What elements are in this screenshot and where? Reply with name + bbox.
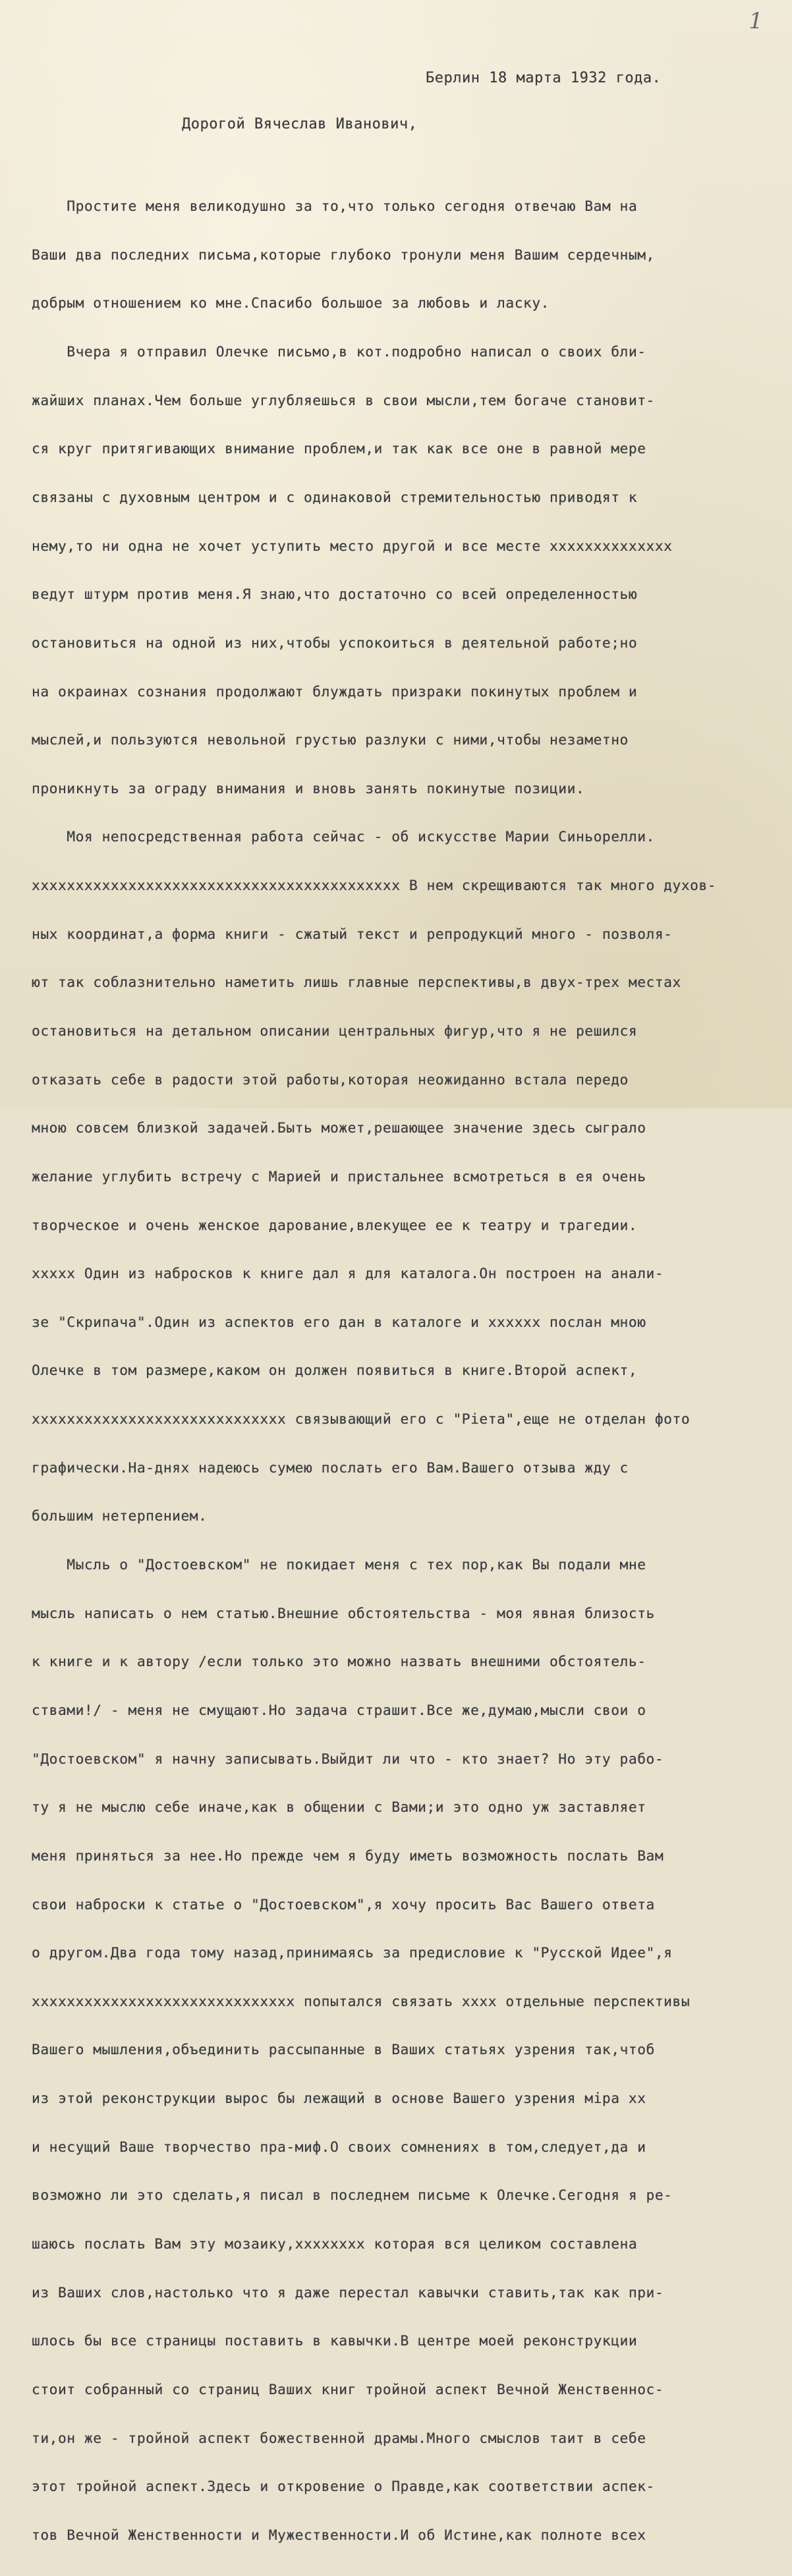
- body-line: xxxxx Один из набросков к книге дал я для каталога.Он построен на анали-: [32, 1266, 664, 1283]
- body-line: к книге и к автору /если только это можно назвать внешними обстоятель-: [32, 1654, 646, 1671]
- body-line: ствами!/ - меня не смущают.Но задача страшит.Все же,думаю,мысли свои о: [32, 1702, 646, 1719]
- body-line: желание углубить встречу с Марией и пристальнее всмотреться в ея очень: [32, 1168, 646, 1185]
- body-line: xxxxxxxxxxxxxxxxxxxxxxxxxxxxxxxxxxxxxxxxxx В нем скрещиваются так много духов-: [32, 878, 717, 895]
- body-line: этот тройной аспект.Здесь и откровение о Правде,как соответствии аспек-: [32, 2478, 655, 2496]
- body-line: ту я не мыслю себе иначе,как в общении с Вами;и это одно уж заставляет: [32, 1799, 646, 1816]
- body-line: Моя непосредственная работа сейчас - об искусстве Марии Синьорелли.: [32, 829, 655, 846]
- body-line: возможно ли это сделать,я писал в последнем письме к Олечке.Сегодня я ре-: [32, 2187, 673, 2204]
- body-line: мыслей,и пользуются невольной грустью разлуки с ними,чтобы незаметно: [32, 732, 629, 749]
- body-line: и несущий Ваше творчество пра-миф.О своих сомнениях в том,следует,да и: [32, 2139, 646, 2156]
- body-line: из Ваших слов,настолько что я даже перестал кавычки ставить,так как при-: [32, 2284, 664, 2301]
- body-line: xxxxxxxxxxxxxxxxxxxxxxxxxxxxx связывающий его с "Piета",еще не отделан фото: [32, 1411, 691, 1428]
- body-line: ведут штурм против меня.Я знаю,что достаточно со всей определенностью: [32, 586, 638, 603]
- body-line: графически.На-днях надеюсь сумею послать его Вам.Вашего отзыва жду с: [32, 1459, 629, 1476]
- body-line: нему,то ни одна не хочет уступить место другой и все месте xxxxxxxxxxxxxx: [32, 538, 673, 555]
- body-line: тов Вечной Женственности и Мужественности.И об Истине,как полноте всех: [32, 2527, 646, 2544]
- body-line: связаны с духовным центром и с одинаковой стремительностью приводят к: [32, 489, 638, 506]
- body-line: шлось бы все страницы поставить в кавычки.В центре моей реконструкции: [32, 2333, 638, 2350]
- body-line: ся круг притягивающих внимание проблем,и так как все оне в равной мере: [32, 441, 646, 458]
- salutation: Дорогой Вячеслав Иванович,: [182, 116, 418, 132]
- body-line: из этой реконструкции вырос бы лежащий в основе Вашего узрения мiра xx: [32, 2090, 646, 2108]
- body-line: остановиться на одной из них,чтобы успокоиться в деятельной работе;но: [32, 634, 638, 652]
- body-line: ют так соблазнительно наметить лишь главные перспективы,в двух-трех местах: [32, 974, 681, 992]
- body-line: ных координат,а форма книги - сжатый текст и репродукций много - позволя-: [32, 926, 673, 943]
- body-line: остановиться на детальном описании центральных фигур,что я не решился: [32, 1022, 638, 1040]
- body-line: мною совсем близкой задачей.Быть может,решающее значение здесь сыграло: [32, 1120, 646, 1137]
- body-line: ти,он же - тройной аспект божественной драмы.Много смыслов таит в себе: [32, 2430, 646, 2447]
- body-line: Мысль о "Достоевском" не покидает меня с тех пор,как Вы подали мне: [32, 1557, 646, 1574]
- body-line: о другом.Два года тому назад,принимаясь за предисловие к "Русской Идее",я: [32, 1945, 673, 1962]
- body-line: Ваши два последних письма,которые глубоко тронули меня Вашим сердечным,: [32, 246, 655, 264]
- body-line: Вашего мышления,объединить рассыпанные в Ваших статьях узрения так,чтоб: [32, 2042, 655, 2059]
- body-line: Олечке в том размере,каком он должен появиться в книге.Второй аспект,: [32, 1362, 638, 1380]
- body-line: стоит собранный со страниц Ваших книг тройной аспект Вечной Женственнос-: [32, 2381, 664, 2398]
- body-line: Вчера я отправил Олечке письмо,в кот.подробно написал о своих бли-: [32, 344, 646, 361]
- body-line: зе "Скрипача".Один из аспектов его дан в каталоге и xxxxxx послан мною: [32, 1314, 646, 1331]
- date-line: Берлин 18 марта 1932 года.: [426, 70, 662, 86]
- body-line: творческое и очень женское дарование,влекущее ее к театру и трагедии.: [32, 1217, 638, 1234]
- page-number: 1: [749, 8, 763, 34]
- body-line: "Достоевском" я начну записывать.Выйдит ли что - кто знает? Но эту рабо-: [32, 1750, 664, 1768]
- letter-body: [32, 167, 763, 2576]
- body-line: шаюсь послать Вам эту мозаику,xxxxxxxx которая вся целиком составлена: [32, 2236, 638, 2253]
- body-line: добрым отношением ко мне.Спасибо большое за любовь и ласку.: [32, 295, 550, 312]
- body-line: большим нетерпением.: [32, 1508, 208, 1525]
- body-line: меня приняться за нее.Но прежде чем я буду иметь возможность послать Вам: [32, 1847, 664, 1864]
- body-line: на окраинах сознания продолжают блуждать призраки покинутых проблем и: [32, 683, 638, 700]
- body-line: проникнуть за ограду внимания и вновь занять покинутые позиции.: [32, 780, 585, 797]
- body-line: xxxxxxxxxxxxxxxxxxxxxxxxxxxxxx попытался связать xxxx отдельные перспективы: [32, 1993, 691, 2010]
- body-line: жайших планах.Чем больше углубляешься в свои мысли,тем богаче становит-: [32, 392, 655, 409]
- body-line: мысль написать о нем статью.Внешние обстоятельства - моя явная близость: [32, 1605, 655, 1622]
- body-line: Простите меня великодушно за то,что только сегодня отвечаю Вам на: [32, 198, 638, 215]
- body-line: свои наброски к статье о "Достоевском",я хочу просить Вас Вашего ответа: [32, 1896, 655, 1913]
- body-line: отказать себе в радости этой работы,которая неожиданно встала передо: [32, 1071, 629, 1088]
